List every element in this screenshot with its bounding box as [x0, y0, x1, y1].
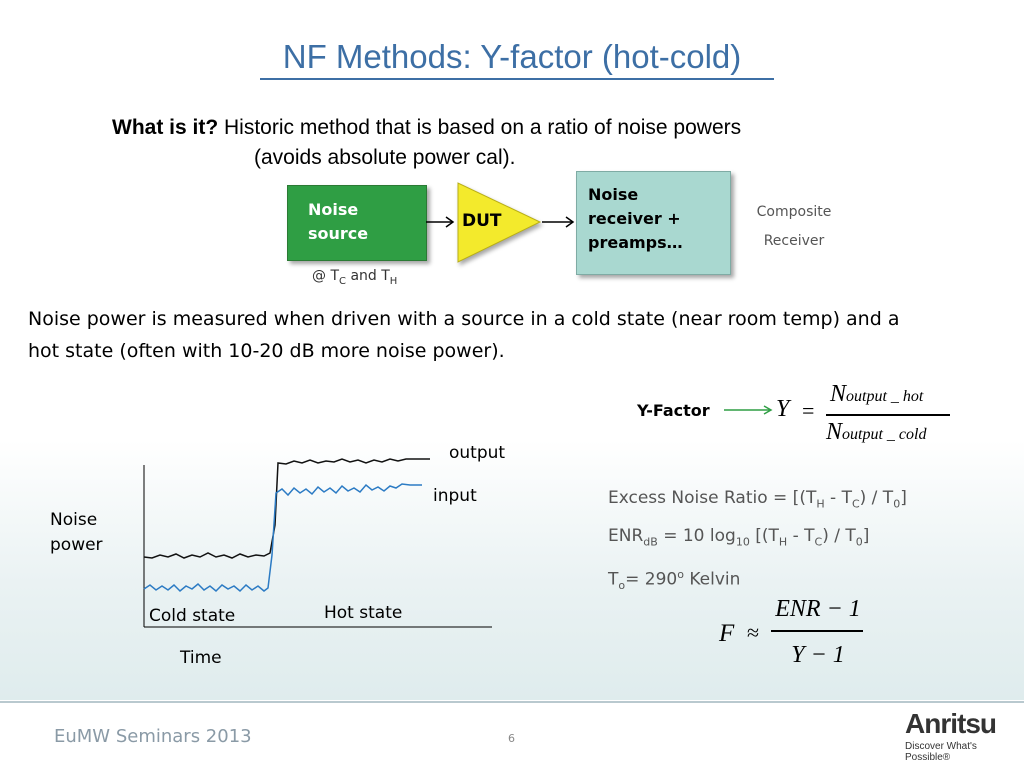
- den-subscript: output _ cold: [842, 426, 927, 443]
- y-denominator: [826, 419, 926, 446]
- y-numerator: [830, 381, 923, 408]
- f-denominator: Y − 1: [791, 642, 845, 668]
- y-symbol: Y: [776, 396, 790, 422]
- input-trace: [144, 484, 422, 591]
- enr-definitions: [608, 482, 907, 602]
- receiver-label-line1: Noise: [588, 185, 639, 204]
- f-numerator: ENR − 1: [775, 596, 861, 622]
- what-is-it-label: What is it?: [112, 116, 219, 139]
- title-underline: [260, 78, 774, 80]
- y-fraction-bar: [826, 414, 950, 416]
- footer-text: EuMW Seminars 2013: [54, 726, 252, 747]
- num-subscript: output _ hot: [846, 388, 924, 405]
- temp-prefix: @ T: [312, 268, 340, 284]
- f-fraction-bar: [771, 630, 863, 632]
- noise-source-label-line2: source: [308, 224, 369, 243]
- enr-line3: $T_o= 290^o$ Kelvin: [608, 567, 741, 592]
- logo-tagline: Discover What's Possible®: [905, 741, 977, 763]
- enr-line1: Excess Noise Ratio = $[(T_H - T_C) / T_0]$: [608, 488, 907, 511]
- num-n: N: [830, 381, 847, 407]
- y-factor-arrow: [722, 402, 774, 418]
- page-number: 6: [508, 732, 515, 745]
- temp-h-sub: H: [389, 275, 398, 287]
- what-is-it-text: [112, 113, 741, 173]
- composite-receiver-label: [740, 198, 848, 256]
- slide-title: NF Methods: Y-factor (hot-cold): [282, 38, 742, 75]
- hot-state-label: Hot state: [324, 603, 403, 623]
- paragraph-line2: hot state (often with 10-20 dB more noise power).: [28, 340, 505, 362]
- receiver-label-line2: receiver +: [588, 209, 681, 228]
- what-is-it-line2: (avoids absolute power cal).: [254, 146, 516, 169]
- noise-source-block: [287, 185, 427, 261]
- composite-line1: Composite: [756, 204, 832, 220]
- dut-label: DUT: [462, 211, 502, 231]
- what-is-it-line1: Historic method that is based on a ratio of noise powers: [224, 116, 742, 139]
- time-axis-label: Time: [180, 648, 222, 668]
- paragraph-line1: Noise power is measured when driven with a source in a cold state (near room temp) and a: [28, 308, 900, 330]
- output-trace: [144, 459, 430, 558]
- temperature-note: [312, 268, 397, 287]
- anritsu-logo: Anritsu: [905, 708, 996, 739]
- cold-state-label: Cold state: [149, 606, 236, 626]
- receiver-label-line3: preamps…: [588, 233, 683, 252]
- output-label: output: [449, 443, 506, 463]
- y-factor-label: Y-Factor: [637, 401, 710, 420]
- equals-sign: =: [802, 398, 815, 423]
- temp-c-sub: C: [339, 275, 346, 287]
- composite-line2: Receiver: [763, 233, 825, 249]
- description-paragraph: [28, 303, 998, 367]
- input-label: input: [433, 486, 477, 506]
- approx-sign: ≈: [747, 620, 760, 645]
- noise-receiver-block: [576, 171, 731, 275]
- f-symbol: F: [719, 620, 735, 647]
- temp-and: and T: [346, 268, 390, 284]
- ylabel-line2: power: [50, 535, 103, 555]
- den-n: N: [826, 419, 843, 445]
- ylabel-line1: Noise: [50, 510, 98, 530]
- footer-divider: [0, 701, 1024, 703]
- noise-power-axis-label: [50, 508, 103, 558]
- enr-line2: $ENR_{dB} = 10$ $\log_{10} [(T_H - T_C) / T_0]$: [608, 526, 870, 549]
- noise-source-label-line1: Noise: [308, 200, 359, 219]
